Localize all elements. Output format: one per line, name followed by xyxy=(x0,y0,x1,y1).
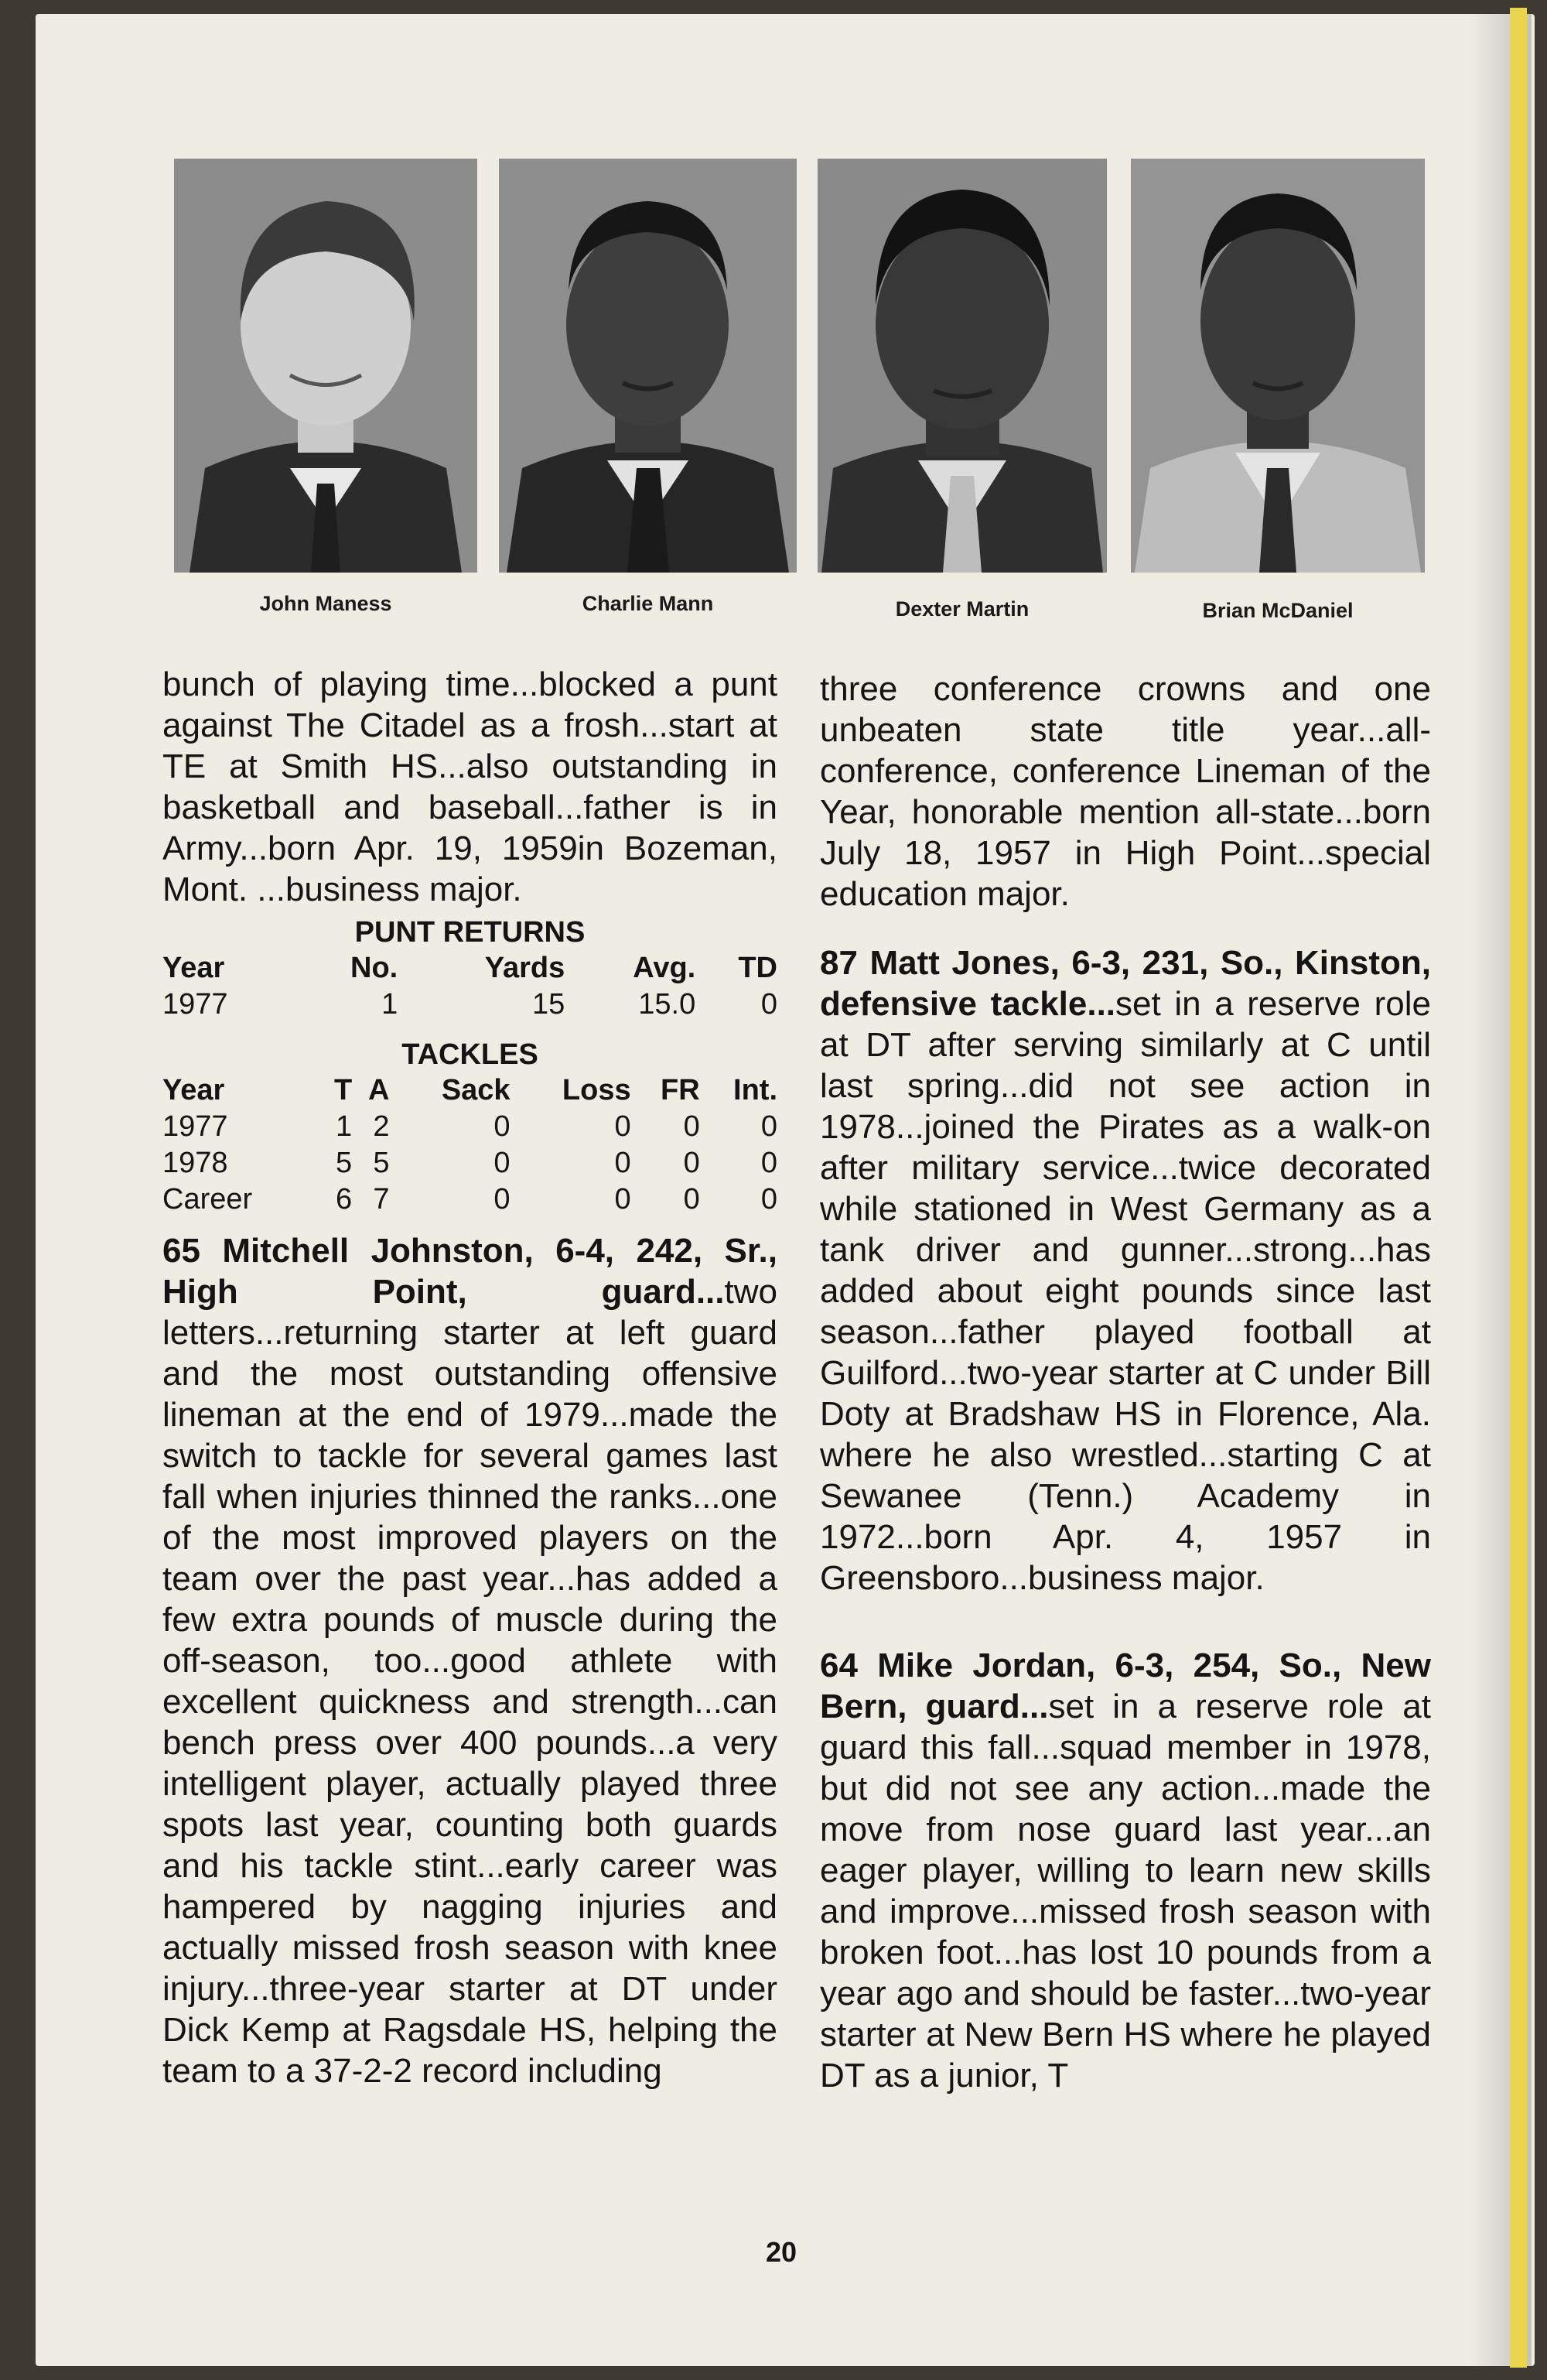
caption-brian-mcdaniel: Brian McDaniel xyxy=(1202,599,1354,622)
table-cell: 0 xyxy=(493,1110,511,1143)
table-cell: 0 xyxy=(493,1147,511,1179)
table-cell: 1977 xyxy=(162,988,228,1021)
table-cell: 0 xyxy=(760,1183,777,1216)
table-cell: 0 xyxy=(683,1147,700,1179)
table-cell: 0 xyxy=(614,1183,631,1216)
column-header: FR xyxy=(661,1074,700,1106)
table-cell: 1 xyxy=(381,988,398,1021)
player-entry-jordan xyxy=(820,1645,1431,2096)
table-cell: 0 xyxy=(614,1147,631,1179)
table-cell: 5 xyxy=(336,1147,353,1179)
player-heading: 64 Mike Jordan, 6-3, 254, So., New Bern, guard... xyxy=(820,1647,1431,1725)
left-column xyxy=(162,664,777,2091)
table-cell: 0 xyxy=(760,988,777,1021)
tackles-table xyxy=(162,1072,777,1218)
table-cell: 1977 xyxy=(162,1110,228,1143)
player-bio: two letters...returning starter at left guard and the most outstanding offensive lineman at the end of 1979...made the switch to tackle for several games last fall when injuries thinned the ranks...one of the most improved players on the team over the past year...has added a few extra pounds of muscle during the off-season, too...good athlete with excellent quickness and strength...can bench press over 400 pounds...a very intelligent player, actually played three spots last year, counting both guards and his tackle stint...early career was hampered by nagging injuries and actually missed frosh season with knee injury...three-year starter at DT under Dick Kemp at Ragsdale HS, helping the team to a 37-2-2 record including xyxy=(162,1273,777,2090)
table-row xyxy=(162,1109,777,1145)
table-cell: 15.0 xyxy=(638,988,696,1021)
continued-bio-text: bunch of playing time...blocked a punt against The Citadel as a frosh...start at TE at Smith HS...also outstanding in basketball and baseball...father is in Army...born Apr. 19, 1959in Bozeman, Mont. ...business major. xyxy=(162,665,777,908)
column-header: TD xyxy=(738,952,777,984)
column-header: No. xyxy=(350,952,398,984)
photo-brian-mcdaniel xyxy=(1131,159,1425,573)
table-cell: 1978 xyxy=(162,1147,228,1179)
caption-charlie-mann: Charlie Mann xyxy=(582,592,714,615)
table-cell: 0 xyxy=(760,1147,777,1179)
column-header: Loss xyxy=(562,1074,631,1106)
punt-returns-table xyxy=(162,950,777,1023)
column-header: Yards xyxy=(484,952,565,984)
caption-dexter-martin: Dexter Martin xyxy=(895,597,1030,621)
table-cell: 6 xyxy=(336,1183,353,1216)
player-entry-johnston xyxy=(162,1230,777,2091)
player-heading: 65 Mitchell Johnston, 6-4, 242, Sr., High Point, guard... xyxy=(162,1232,777,1311)
cover-edge xyxy=(1510,8,1527,2368)
table-row xyxy=(162,987,777,1023)
player-bio: set in a reserve role at guard this fall...squad member in 1978, but did not see any action...made the move from nose guard last year...an eager player, willing to learn new skills and improve...missed frosh season with broken foot...has lost 10 pounds from a year ago and should be faster...two-year starter at New Bern HS where he played DT as a junior, T xyxy=(820,1688,1432,2094)
table-row xyxy=(162,1145,777,1181)
table-cell: 5 xyxy=(373,1147,390,1179)
table-row xyxy=(162,1181,777,1218)
photo-charlie-mann xyxy=(499,159,797,573)
table-cell: 0 xyxy=(760,1110,777,1143)
player-bio: set in a reserve role at DT after serving similarly at C until last spring...did not see action in 1978...joined the Pirates as a walk-on after military service...twice decorated while stationed in West Germany as a tank driver and gunner...strong...has added about eight pounds since last season...father played football at Guilford...two-year starter at C under Bill Doty at Bradshaw HS in Florence, Ala. where he also wrestled...starting C at Sewanee (Tenn.) Academy in 1972...born Apr. 4, 1957 in Greensboro...business major. xyxy=(820,985,1431,1597)
column-header: Sack xyxy=(441,1074,511,1106)
page-number: 20 xyxy=(765,2236,797,2268)
table-cell: 1 xyxy=(336,1110,353,1143)
table-cell: 0 xyxy=(493,1183,511,1216)
column-header: Int. xyxy=(733,1074,777,1106)
player-heading: 87 Matt Jones, 6-3, 231, So., Kinston, defensive tackle... xyxy=(820,944,1431,1023)
table-cell: 2 xyxy=(373,1110,390,1143)
column-header: Year xyxy=(162,952,225,984)
caption-john-maness: John Maness xyxy=(259,592,392,615)
continued-bio-text: three conference crowns and one unbeaten state title year...all-conference, conference Lineman of the Year, honorable mention all-state...born July 18, 1957 in High Point...special education major. xyxy=(820,670,1431,913)
column-header: Avg. xyxy=(633,952,696,984)
table-cell: 7 xyxy=(373,1183,390,1216)
column-header: Year xyxy=(162,1074,225,1106)
tackles-header-row xyxy=(162,1072,777,1109)
photo-john-maness xyxy=(174,159,477,573)
table-cell: 0 xyxy=(683,1110,700,1143)
punt-returns-title: PUNT RETURNS xyxy=(354,916,586,949)
table-cell: 15 xyxy=(532,988,565,1021)
punt-returns-header-row xyxy=(162,950,777,987)
tackles-title: TACKLES xyxy=(401,1038,538,1071)
right-column xyxy=(820,669,1431,2096)
photo-dexter-martin xyxy=(818,159,1107,573)
player-entry-jones xyxy=(820,942,1431,1599)
column-header: T xyxy=(333,1074,353,1106)
column-header: A xyxy=(368,1074,390,1106)
table-cell: Career xyxy=(162,1183,253,1216)
table-cell: 0 xyxy=(683,1183,700,1216)
table-cell: 0 xyxy=(614,1110,631,1143)
